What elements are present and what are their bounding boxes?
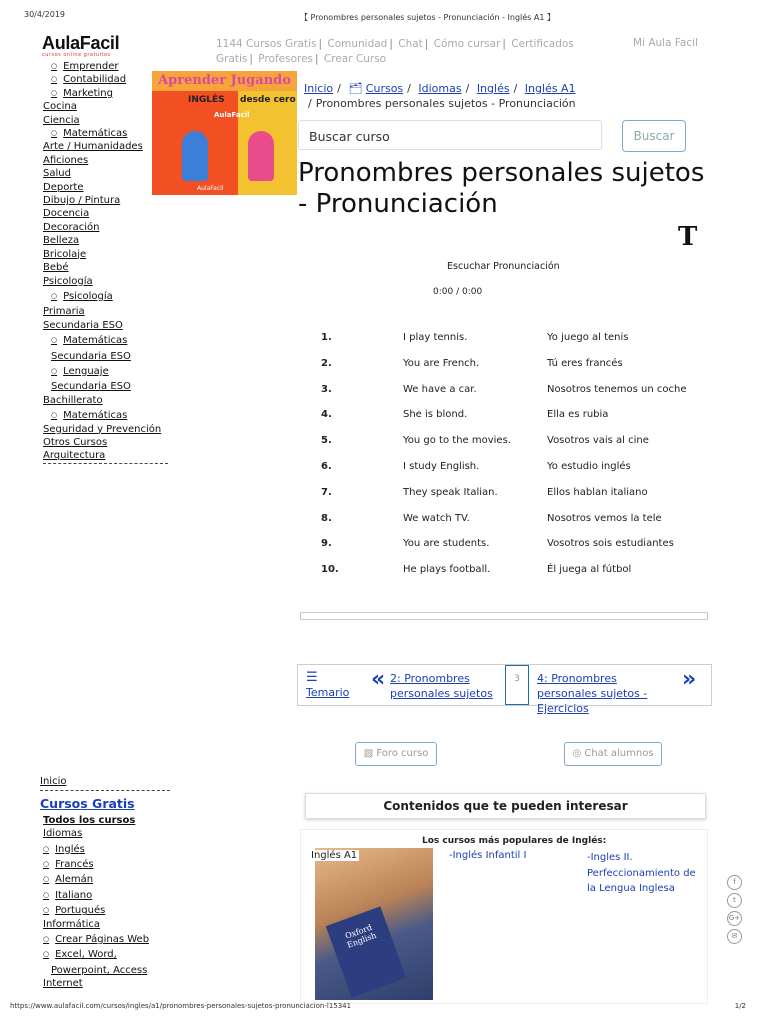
row-spanish: Él juega al fútbol	[547, 564, 632, 576]
print-page-number: 1/2	[734, 1002, 746, 1010]
audio-label: Escuchar Pronunciación	[447, 261, 560, 272]
row-number: 4.	[321, 409, 332, 421]
sidebar-item[interactable]: Secundaria ESO	[51, 350, 131, 362]
row-number: 5.	[321, 435, 332, 447]
sidebar-item[interactable]: Bricolaje	[43, 248, 87, 260]
nav-teachers[interactable]: Profesores	[258, 53, 314, 65]
breadcrumb-courses[interactable]: Cursos	[365, 82, 404, 95]
print-url: https://www.aulafacil.com/cursos/ingles/a1/pronombres-personales-sujetos-pronunciacion-l15341	[10, 1002, 352, 1010]
dictionary-book: Oxford English	[326, 906, 406, 997]
comment-icon: ▧	[363, 748, 377, 759]
sidebar-item[interactable]: ○ Inglés	[40, 843, 170, 856]
sidebar-free-courses	[40, 775, 170, 991]
row-number: 8.	[321, 512, 332, 524]
row-english: He plays football.	[403, 564, 491, 576]
row-english: I study English.	[403, 460, 480, 472]
sidebar-item[interactable]: ○ Matemáticas	[43, 127, 168, 140]
sidebar-item[interactable]: ○ Francés	[40, 858, 170, 871]
row-spanish: Vosotros sois estudiantes	[547, 538, 674, 550]
google-plus-icon[interactable]: G+	[727, 911, 742, 926]
syllabus-link[interactable]: Temario	[306, 686, 350, 699]
nav-create-course[interactable]: Crear Curso	[323, 53, 387, 65]
table-row	[300, 428, 720, 454]
banner-right-text: desde cero	[240, 95, 296, 105]
row-english: They speak Italian.	[403, 486, 498, 498]
row-number: 3.	[321, 383, 332, 395]
row-number: 9.	[321, 538, 332, 550]
print-date: 30/4/2019	[24, 10, 66, 19]
content-divider	[300, 612, 708, 620]
logo-tagline: cursos online gratuitos	[42, 52, 111, 58]
search-button[interactable]: Buscar	[622, 120, 686, 152]
sidebar-item[interactable]: ○ Psicología	[43, 290, 168, 303]
sidebar-item[interactable]: ○ Lenguaje	[43, 365, 168, 378]
sidebar-item[interactable]: ○ Italiano	[40, 889, 170, 902]
row-spanish: Ella es rubia	[547, 409, 609, 421]
chat-button[interactable]	[564, 742, 662, 766]
sidebar-item[interactable]: Arte / Humanidades	[43, 141, 143, 153]
font-size-toggle[interactable]: T	[678, 222, 698, 252]
table-row	[300, 402, 720, 428]
row-number: 7.	[321, 486, 332, 498]
sidebar-item[interactable]: ○ Crear Páginas Web	[40, 933, 170, 946]
sidebar-home[interactable]: Inicio	[40, 775, 170, 791]
sidebar-item[interactable]: Seguridad y Prevención	[43, 423, 162, 435]
chevron-left-icon[interactable]: «	[371, 667, 386, 692]
table-row	[300, 351, 720, 377]
print-title: 【 Pronombres personales sujetos - Pronunciación - Inglés A1 】	[300, 13, 556, 22]
sidebar-item[interactable]: ○ Portugués	[40, 904, 170, 917]
row-number: 6.	[321, 460, 332, 472]
sidebar-item[interactable]: Arquitectura	[43, 449, 168, 463]
sidebar-item[interactable]: Internet	[43, 978, 83, 990]
sidebar-item[interactable]: Aficiones	[43, 154, 89, 166]
row-english: We have a car.	[403, 383, 477, 395]
previous-lesson-link[interactable]: 2: Pronombres personales sujetos	[390, 672, 493, 700]
nav-courses[interactable]: 1144 Cursos Gratis	[216, 38, 317, 50]
table-row	[300, 557, 720, 583]
breadcrumb-english-a1[interactable]: Inglés A1	[524, 82, 576, 95]
table-row	[300, 377, 720, 403]
sidebar-item[interactable]: ○ Alemán	[40, 873, 170, 886]
popular-course-english-a1[interactable]: Inglés A1	[311, 850, 358, 861]
row-spanish: Nosotros vemos la tele	[547, 512, 662, 524]
sidebar-item[interactable]: Idiomas	[43, 828, 83, 840]
top-nav: 1144 Cursos Gratis | Comunidad | Chat | Cómo cursar | Certificados Gratis | Profesores | Crear Curso	[216, 38, 574, 65]
row-english: You are French.	[403, 357, 480, 369]
breadcrumb-english[interactable]: Inglés	[476, 82, 510, 95]
forum-button-label: Foro curso	[376, 748, 429, 759]
email-icon[interactable]: ✉	[727, 929, 742, 944]
table-row	[300, 506, 720, 532]
sidebar-item[interactable]: Secundaria ESO	[43, 319, 123, 331]
search-input[interactable]: Buscar curso	[298, 120, 602, 150]
lesson-pager	[297, 664, 712, 715]
social-share	[727, 875, 741, 947]
facebook-icon[interactable]: f	[727, 875, 742, 890]
next-lesson-link[interactable]: 4: Pronombres personales sujetos - Ejercicios	[537, 672, 648, 715]
my-account-link[interactable]: Mi Aula Facil	[633, 37, 698, 49]
row-spanish: Yo juego al tenis	[547, 332, 629, 343]
sidebar-item[interactable]: Cocina	[43, 101, 77, 113]
chat-button-label: Chat alumnos	[584, 748, 654, 759]
course-photo[interactable]	[315, 848, 433, 1000]
popular-courses-box	[300, 829, 708, 1004]
sidebar-all-courses[interactable]: Todos los cursos	[43, 814, 136, 826]
nav-how-to[interactable]: Cómo cursar	[433, 38, 501, 50]
folder-icon: 🗂	[348, 82, 363, 95]
sidebar-item[interactable]: Docencia	[43, 208, 90, 220]
table-row	[300, 480, 720, 506]
sidebar-item[interactable]: Psicología	[43, 275, 93, 287]
row-english: You are students.	[403, 538, 490, 550]
popular-course-english-kids[interactable]: -Inglés Infantil I	[449, 850, 527, 861]
sidebar-item[interactable]: ○ Emprender	[43, 60, 168, 73]
popular-course-english-ii[interactable]: -Ingles II. Perfeccionamiento de la Lengua Inglesa	[587, 852, 696, 894]
sidebar-item[interactable]: Secundaria ESO	[51, 381, 131, 393]
twitter-icon[interactable]: t	[727, 893, 742, 908]
sidebar-item[interactable]: Deporte	[43, 181, 84, 193]
sidebar-item[interactable]: Dibujo / Pintura	[43, 195, 121, 207]
row-english: She is blond.	[403, 409, 468, 421]
row-number: 10.	[321, 564, 339, 576]
chat-icon: ◎	[572, 748, 585, 759]
table-row	[300, 454, 720, 480]
sidebar-item[interactable]: ○ Matemáticas	[43, 334, 168, 347]
sidebar-categories	[43, 61, 168, 464]
sentences-table	[300, 325, 720, 583]
sidebar-item[interactable]: ○ Excel, Word,	[40, 948, 170, 961]
sidebar-item[interactable]: ○ Matemáticas	[43, 409, 168, 422]
row-spanish: Tú eres francés	[547, 357, 623, 369]
row-spanish: Ellos hablan italiano	[547, 486, 648, 498]
banner-boy-figure	[182, 131, 208, 181]
sidebar-item[interactable]: Bachillerato	[43, 394, 103, 406]
breadcrumb-home[interactable]: Inicio	[304, 82, 334, 95]
sidebar-item[interactable]: Decoración	[43, 221, 100, 233]
row-english: You go to the movies.	[403, 435, 511, 447]
site-logo[interactable]	[42, 33, 119, 58]
course-banner-image[interactable]	[152, 71, 297, 195]
banner-foot-brand: AulaFacil	[197, 185, 224, 192]
menu-icon[interactable]: ☰	[306, 670, 318, 685]
banner-brand: AulaFacil	[214, 111, 250, 119]
sidebar-item[interactable]: Otros Cursos	[43, 436, 108, 448]
sidebar-item[interactable]: Belleza	[43, 235, 80, 247]
nav-chat[interactable]: Chat	[398, 38, 423, 50]
audio-player[interactable]: 0:00 / 0:00	[433, 287, 483, 297]
breadcrumb-languages[interactable]: Idiomas	[418, 82, 462, 95]
sidebar-free-courses-heading[interactable]: Cursos Gratis	[40, 796, 135, 812]
logo-brand: AulaFacil	[42, 33, 120, 53]
page-title: Pronombres personales sujetos - Pronunciación	[298, 158, 705, 219]
breadcrumb-current: Pronombres personales sujetos - Pronunciación	[315, 97, 576, 110]
related-content-heading: Contenidos que te pueden interesar	[305, 793, 706, 819]
banner-girl-figure	[248, 131, 274, 181]
table-row	[300, 325, 720, 351]
chevron-right-icon[interactable]: »	[682, 667, 697, 692]
row-number: 2.	[321, 357, 332, 369]
banner-left-text: INGLÉS	[188, 95, 225, 105]
row-spanish: Vosotros vais al cine	[547, 435, 649, 447]
banner-title: Aprender Jugando	[152, 71, 297, 91]
row-spanish: Nosotros tenemos un coche	[547, 383, 687, 395]
sidebar-item[interactable]: ○ Marketing	[43, 87, 168, 100]
popular-courses-heading: Los cursos más populares de Inglés:	[422, 836, 607, 846]
breadcrumb: Inicio / 🗂 Cursos / Idiomas / Inglés / Inglés A1 / Pronombres personales sujetos - Pronunciación	[304, 82, 576, 110]
sidebar-item[interactable]: Primaria	[43, 306, 85, 318]
nav-certificates[interactable]: Certificados Gratis	[216, 38, 574, 65]
sidebar-item[interactable]: Informática	[43, 918, 101, 930]
sidebar-item[interactable]: Salud	[43, 168, 71, 180]
sidebar-item[interactable]: Powerpoint, Access	[51, 964, 148, 976]
row-english: We watch TV.	[403, 512, 470, 524]
nav-community[interactable]: Comunidad	[327, 38, 388, 50]
forum-button[interactable]	[355, 742, 437, 766]
current-lesson-number: 3	[505, 665, 529, 705]
row-english: I play tennis.	[403, 332, 468, 343]
table-row	[300, 531, 720, 557]
row-number: 1.	[321, 332, 332, 343]
sidebar-item[interactable]: Bebé	[43, 262, 69, 274]
row-spanish: Yo estudio inglés	[547, 460, 631, 472]
sidebar-item[interactable]: ○ Contabilidad	[43, 73, 168, 86]
sidebar-item[interactable]: Ciencia	[43, 114, 80, 126]
